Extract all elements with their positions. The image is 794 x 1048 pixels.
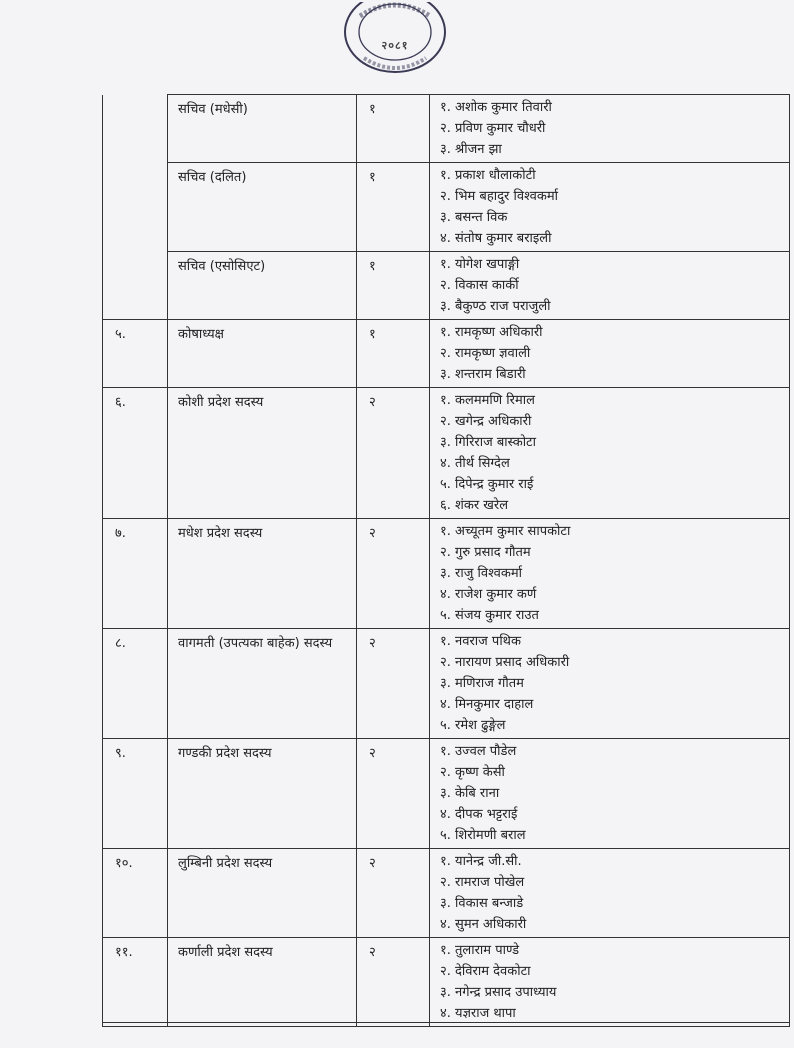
table-row (103, 388, 790, 519)
candidate-name: ३. गिरिराज बास्कोटा (440, 435, 536, 450)
row-number: १०. (103, 849, 168, 938)
table-row (103, 739, 790, 849)
candidate-list (430, 95, 790, 163)
candidate-name: २. देविराम देवकोटा (440, 964, 531, 979)
candidate-name: १. अच्यूतम कुमार सापकोटा (440, 524, 571, 539)
candidate-list (430, 388, 790, 519)
candidate-list (430, 629, 790, 739)
candidate-name: २. खगेन्द्र अधिकारी (440, 414, 532, 429)
candidate-name: १. कलममणि रिमाल (440, 393, 535, 408)
post-title: मधेश प्रदेश सदस्य (168, 519, 357, 629)
candidate-name: ४. राजेश कुमार कर्ण (440, 587, 537, 602)
post-title: सचिव (दलित) (168, 163, 357, 252)
candidate-name: २. गुरु प्रसाद गौतम (440, 545, 531, 560)
table-row (103, 163, 790, 252)
post-count: २ (357, 938, 430, 1027)
row-number: ८. (103, 629, 168, 739)
table-row (103, 519, 790, 629)
committee-table (102, 94, 790, 1027)
candidate-name: २. रामकृष्ण ज्ञवाली (440, 346, 531, 361)
post-title: कर्णाली प्रदेश सदस्य (168, 938, 357, 1027)
table-row (103, 95, 790, 163)
candidate-name: ४. सुमन अधिकारी (440, 917, 527, 932)
post-title: लुम्बिनी प्रदेश सदस्य (168, 849, 357, 938)
post-count: २ (357, 388, 430, 519)
candidate-name: ३. राजु विश्वकर्मा (440, 566, 522, 581)
post-count: २ (357, 849, 430, 938)
candidate-list (430, 849, 790, 938)
post-title: सचिव (एसोसिएट) (168, 252, 357, 320)
candidate-name: ५. संजय कुमार राउत (440, 608, 539, 623)
candidate-name: १. रामकृष्ण अधिकारी (440, 325, 543, 340)
candidate-name: ३. विकास बन्जाडे (440, 896, 524, 911)
candidate-name: २. नारायण प्रसाद अधिकारी (440, 655, 570, 670)
post-count: २ (357, 519, 430, 629)
candidate-name: ४. दीपक भट्टराई (440, 807, 518, 822)
candidate-name: ३. बैकुण्ठ राज पराजुली (440, 299, 551, 314)
post-title: कोषाध्यक्ष (168, 320, 357, 388)
candidate-list (430, 519, 790, 629)
candidate-name: १. यानेन्द्र जी.सी. (440, 854, 522, 869)
candidate-name: ४. मिनकुमार दाहाल (440, 697, 534, 712)
candidate-name: २. रामराज पोखेल (440, 875, 525, 890)
table-row (103, 629, 790, 739)
candidate-name: १. प्रकाश धौलाकोटी (440, 168, 536, 183)
row-number: ७. (103, 519, 168, 629)
candidate-list (430, 252, 790, 320)
candidate-name: ५. रमेश ढुङ्गेल (440, 718, 506, 733)
candidate-name: १. योगेश खपाङ्गी (440, 257, 520, 272)
table-row (103, 938, 790, 1027)
candidate-name: ३. शन्तराम बिडारी (440, 367, 526, 382)
post-count: २ (357, 739, 430, 849)
candidate-name: २. कृष्ण केसी (440, 765, 505, 780)
table-row (103, 252, 790, 320)
table-bottom-border (102, 1022, 790, 1025)
post-title: कोशी प्रदेश सदस्य (168, 388, 357, 519)
candidate-list (430, 739, 790, 849)
row-number (103, 95, 168, 163)
row-number: ६. (103, 388, 168, 519)
post-count: १ (357, 320, 430, 388)
candidate-name: २. भिम बहादुर विश्वकर्मा (440, 189, 558, 204)
candidate-list (430, 938, 790, 1027)
candidate-name: ३. बसन्त विक (440, 210, 508, 225)
candidate-name: ५. शिरोमणी बराल (440, 828, 526, 843)
candidate-name: ५. दिपेन्द्र कुमार राई (440, 477, 534, 492)
row-number: ११. (103, 938, 168, 1027)
candidate-name: ४. यज्ञराज थापा (440, 1006, 516, 1021)
candidate-name: ६. शंकर खरेल (440, 498, 509, 513)
candidate-name: ३. श्रीजन झा (440, 142, 502, 157)
candidate-name: १. अशोक कुमार तिवारी (440, 100, 552, 115)
post-title: वागमती (उपत्यका बाहेक) सदस्य (168, 629, 357, 739)
post-count: १ (357, 95, 430, 163)
candidate-name: ४. तीर्थ सिग्देल (440, 456, 510, 471)
candidate-list (430, 320, 790, 388)
post-count: २ (357, 629, 430, 739)
candidate-name: ३. केबि राना (440, 786, 500, 801)
candidate-list (430, 163, 790, 252)
post-count: १ (357, 252, 430, 320)
row-number (103, 252, 168, 320)
candidate-name: २. प्रविण कुमार चौधरी (440, 121, 546, 136)
post-count: १ (357, 163, 430, 252)
row-number: ९. (103, 739, 168, 849)
row-number: ५. (103, 320, 168, 388)
post-title: गण्डकी प्रदेश सदस्य (168, 739, 357, 849)
candidate-name: १. नवराज पथिक (440, 634, 521, 649)
candidate-name: ३. नगेन्द्र प्रसाद उपाध्याय (440, 985, 557, 1000)
seal-year: २०८१ (381, 39, 409, 52)
post-title: सचिव (मधेसी) (168, 95, 357, 163)
table-row (103, 849, 790, 938)
candidate-name: ३. मणिराज गौतम (440, 676, 524, 691)
candidate-name: १. तुलाराम पाण्डे (440, 943, 520, 958)
candidate-name: १. उज्वल पौडेल (440, 744, 517, 759)
candidate-name: २. विकास कार्की (440, 278, 519, 293)
row-number (103, 163, 168, 252)
table-row (103, 320, 790, 388)
candidate-name: ४. संतोष कुमार बराइली (440, 231, 552, 246)
